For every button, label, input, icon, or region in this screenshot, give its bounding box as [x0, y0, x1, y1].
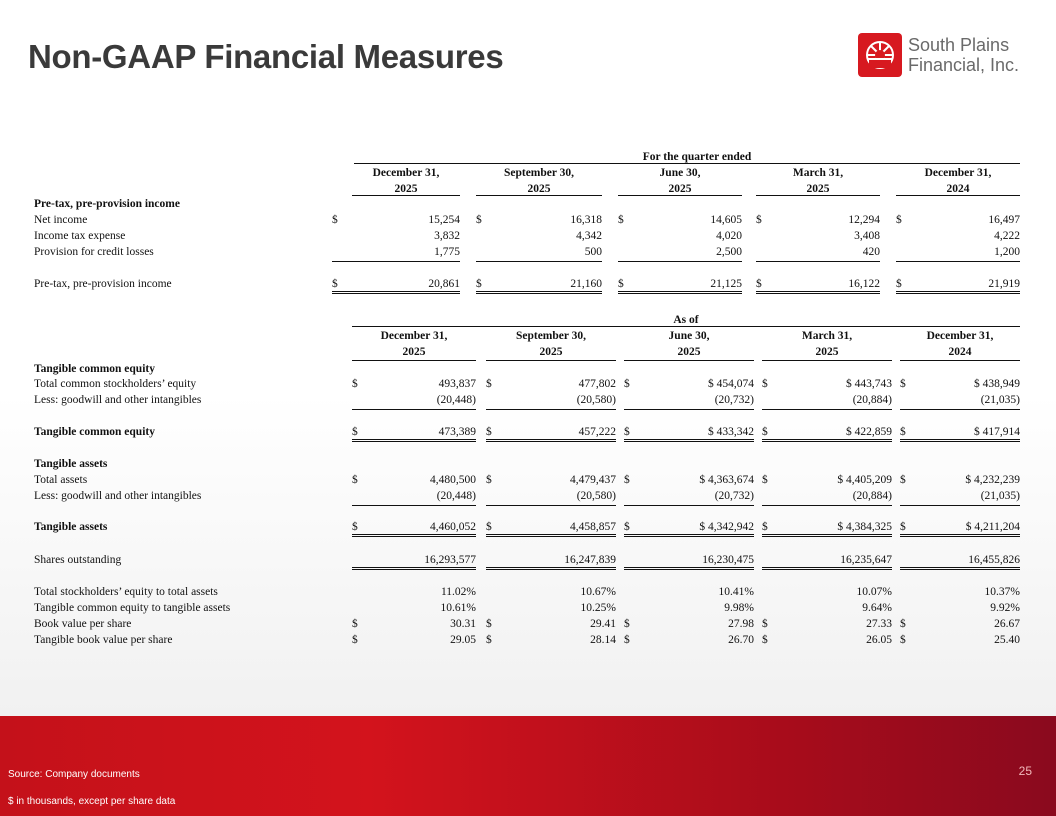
table2-col-header: December 31, 2024 [926, 330, 994, 358]
source-note: Source: Company documents [8, 769, 140, 780]
table1-col-header: December 31, 2024 [924, 167, 992, 195]
logo-line-2: Financial, Inc. [908, 55, 1020, 75]
table1-group-header: For the quarter ended [642, 151, 752, 163]
table1-col-header: June 30, 2025 [659, 167, 701, 195]
table2-section-title: Tangible assets [34, 458, 108, 470]
table-row: Less: goodwill and other intangibles (20,448) (20,580) (20,732) (20,884) (21,035) [34, 490, 1020, 502]
table2-col-header: March 31, 2025 [801, 330, 853, 358]
table-row: Total stockholders’ equity to total assets 11.02% 10.67% 10.41% 10.07% 10.37% [34, 586, 1020, 598]
table2-section-title: Tangible common equity [34, 363, 155, 375]
table-row: Provision for credit losses 1,775 500 2,500 420 1,200 [34, 246, 1020, 258]
table-row: Income tax expense 3,832 4,342 4,020 3,408 4,222 [34, 230, 1020, 242]
table2-col-header: December 31, 2025 [380, 330, 448, 358]
table1-col-header: September 30, 2025 [503, 167, 575, 195]
table2-col-header: September 30, 2025 [515, 330, 587, 358]
table1-col-header: December 31, 2025 [372, 167, 440, 195]
logo-line-1: South Plains [908, 35, 1010, 55]
footer-band [0, 716, 1056, 816]
table1-section-title: Pre-tax, pre-provision income [34, 198, 180, 210]
table-row: Less: goodwill and other intangibles (20,448) (20,580) (20,732) (20,884) (21,035) [34, 394, 1020, 406]
table2-col-header: June 30, 2025 [668, 330, 710, 358]
table-row: Book value per share $ $ $ $ $ 30.31 29.41 27.98 27.33 26.67 [34, 618, 1020, 630]
table1-col-header: March 31, 2025 [792, 167, 844, 195]
table-row: Tangible book value per share $ $ $ $ $ 29.05 28.14 26.70 26.05 25.40 [34, 634, 1020, 646]
table-row: Total common stockholders’ equity $ $ $ $ $ 493,837 477,802 $ 454,074 $ 443,743 $ 438,949 [34, 378, 1020, 390]
table-row: Tangible assets $ $ $ $ $ 4,460,052 4,458,857 $ 4,342,942 $ 4,384,325 $ 4,211,204 [34, 521, 1020, 533]
units-note: $ in thousands, except per share data [8, 796, 176, 807]
table2-group-header: As of [673, 314, 699, 326]
table-row: Pre-tax, pre-provision income $ $ $ $ $ 20,861 21,160 21,125 16,122 21,919 [34, 278, 1020, 290]
table-row: Tangible common equity $ $ $ $ $ 473,389 457,222 $ 433,342 $ 422,859 $ 417,914 [34, 426, 1020, 438]
table-row: Shares outstanding 16,293,577 16,247,839 16,230,475 16,235,647 16,455,826 [34, 554, 1020, 566]
table-row: Total assets $ $ $ $ $ 4,480,500 4,479,437 $ 4,363,674 $ 4,405,209 $ 4,232,239 [34, 474, 1020, 486]
table-row: Net income $ $ $ $ $ 15,254 16,318 14,605 12,294 16,497 [34, 214, 1020, 226]
tangible-equity-table [34, 0, 1024, 660]
page-title: Non-GAAP Financial Measures [28, 38, 504, 75]
page-number: 25 [1018, 764, 1032, 778]
table-row: Tangible common equity to tangible assets 10.61% 10.25% 9.98% 9.64% 9.92% [34, 602, 1020, 614]
